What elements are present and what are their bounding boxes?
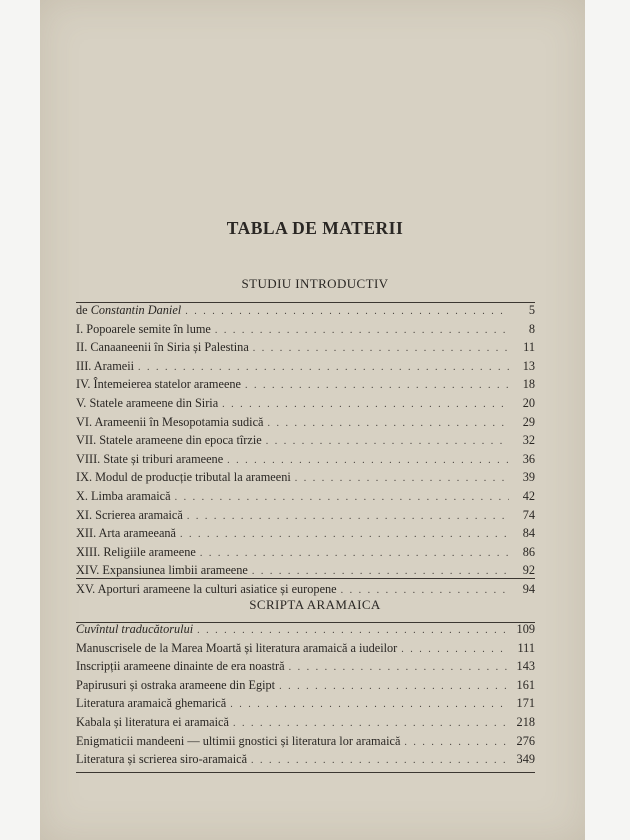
toc-entry bbox=[76, 715, 535, 734]
toc-entry bbox=[76, 696, 535, 715]
toc-entry bbox=[76, 526, 535, 545]
toc-entry bbox=[76, 489, 535, 508]
dot-leader bbox=[295, 473, 509, 484]
dot-leader bbox=[175, 492, 509, 503]
toc-entry bbox=[76, 563, 535, 582]
toc-entry bbox=[76, 340, 535, 359]
dot-leader bbox=[215, 325, 509, 336]
dot-leader bbox=[252, 566, 509, 577]
dot-leader bbox=[289, 662, 509, 673]
section-rule bbox=[76, 772, 535, 773]
toc-entry bbox=[76, 659, 535, 678]
toc-entry-label: Literatura și scrierea siro-aramaică bbox=[76, 752, 248, 767]
dot-leader bbox=[138, 362, 509, 373]
dot-leader bbox=[180, 529, 509, 540]
toc-entry-page-number: 84 bbox=[522, 526, 535, 541]
toc-entry-page-number: 8 bbox=[528, 321, 535, 336]
toc-entry-page-number: 218 bbox=[516, 714, 535, 729]
dot-leader bbox=[245, 380, 509, 391]
dot-leader bbox=[341, 585, 509, 596]
toc-entry-page-number: 39 bbox=[522, 470, 535, 485]
toc-entry-page-number: 86 bbox=[522, 544, 535, 559]
toc-entry-page-number: 349 bbox=[516, 752, 535, 767]
toc-list-scripta bbox=[76, 622, 535, 771]
page-title: TABLA DE MATERII bbox=[226, 218, 404, 238]
toc-entry-label: XIV. Expansiunea limbii arameene bbox=[76, 563, 248, 578]
toc-entry-page-number: 36 bbox=[522, 451, 535, 466]
section-rule bbox=[76, 578, 535, 579]
dot-leader bbox=[404, 737, 509, 748]
toc-list-studiu bbox=[76, 303, 535, 601]
toc-entry bbox=[76, 452, 535, 471]
toc-entry-label: Inscripții arameene dinainte de era noastră bbox=[76, 659, 285, 674]
dot-leader bbox=[266, 436, 509, 447]
toc-entry-page-number: 92 bbox=[522, 563, 535, 578]
toc-entry bbox=[76, 545, 535, 564]
dot-leader bbox=[227, 455, 509, 466]
dot-leader bbox=[233, 718, 509, 729]
toc-entry bbox=[76, 415, 535, 434]
section-heading-studiu: STUDIU INTRODUCTIV bbox=[241, 276, 389, 291]
dot-leader bbox=[251, 755, 509, 766]
toc-entry-label: XII. Arta arameeană bbox=[76, 526, 177, 541]
toc-entry bbox=[76, 433, 535, 452]
toc-entry-page-number: 276 bbox=[516, 733, 535, 748]
toc-entry-label: Manuscrisele de la Marea Moartă și literatura aramaică a iudeilor bbox=[76, 640, 398, 655]
toc-entry-page-number: 111 bbox=[517, 640, 535, 655]
toc-entry-label: XIII. Religiile arameene bbox=[76, 544, 196, 559]
toc-entry-label: VIII. State și triburi arameene bbox=[76, 451, 224, 466]
toc-entry-page-number: 74 bbox=[522, 507, 535, 522]
toc-entry-page-number: 32 bbox=[522, 433, 535, 448]
toc-entry-page-number: 11 bbox=[523, 340, 535, 355]
toc-entry bbox=[76, 396, 535, 415]
toc-entry bbox=[76, 377, 535, 396]
dot-leader bbox=[185, 306, 509, 317]
toc-entry-page-number: 143 bbox=[516, 659, 535, 674]
toc-entry-italic-text: Cuvîntul traducătorului bbox=[76, 622, 194, 636]
dot-leader bbox=[279, 681, 509, 692]
toc-entry bbox=[76, 508, 535, 527]
toc-entry bbox=[76, 359, 535, 378]
toc-entry-italic-text: Constantin Daniel bbox=[90, 303, 182, 317]
toc-entry-label: Papirusuri și ostraka arameene din Egipt bbox=[76, 677, 276, 692]
toc-entry bbox=[76, 752, 535, 771]
toc-entry-page-number: 94 bbox=[522, 581, 535, 596]
toc-entry-page-number: 29 bbox=[522, 414, 535, 429]
toc-entry-label: VII. Statele arameene din epoca tîrzie bbox=[76, 433, 262, 448]
toc-entry bbox=[76, 641, 535, 660]
dot-leader bbox=[401, 644, 509, 655]
toc-entry-label: IX. Modul de producție tributal la arameeni bbox=[76, 470, 291, 485]
toc-entry-label bbox=[76, 622, 193, 637]
toc-entry-label: X. Limba aramaică bbox=[76, 488, 171, 503]
toc-entry bbox=[76, 622, 535, 641]
toc-entry-page-number: 42 bbox=[522, 488, 535, 503]
toc-entry bbox=[76, 734, 535, 753]
dot-leader bbox=[197, 625, 509, 636]
toc-entry-label: VI. Arameenii în Mesopotamia sudică bbox=[76, 414, 264, 429]
toc-entry-label: XV. Aporturi arameene la culturi asiatice și europene bbox=[76, 581, 337, 596]
toc-entry-label: IV. Întemeierea statelor arameene bbox=[76, 377, 242, 392]
toc-entry-label: Literatura aramaică ghemarică bbox=[76, 696, 227, 711]
toc-entry-page-number: 20 bbox=[522, 395, 535, 410]
toc-entry-label: XI. Scrierea aramaică bbox=[76, 507, 183, 522]
toc-entry bbox=[76, 303, 535, 322]
toc-entry-page-number: 161 bbox=[516, 677, 535, 692]
dot-leader bbox=[222, 399, 509, 410]
toc-entry-page-number: 13 bbox=[522, 358, 535, 373]
toc-entry-page-number: 5 bbox=[528, 303, 535, 317]
toc-entry-label: II. Canaaneenii în Siria și Palestina bbox=[76, 340, 249, 355]
toc-entry bbox=[76, 678, 535, 697]
toc-entry-page-number: 18 bbox=[522, 377, 535, 392]
toc-entry-prefix: de bbox=[76, 303, 91, 317]
toc-entry bbox=[76, 470, 535, 489]
toc-entry bbox=[76, 322, 535, 341]
toc-entry-label: III. Arameii bbox=[76, 358, 135, 373]
toc-entry-page-number: 171 bbox=[516, 696, 535, 711]
dot-leader bbox=[200, 548, 509, 559]
dot-leader bbox=[187, 511, 509, 522]
toc-entry-label: V. Statele arameene din Siria bbox=[76, 395, 219, 410]
dot-leader bbox=[253, 343, 509, 354]
toc-entry-page-number: 109 bbox=[516, 622, 535, 636]
section-heading-scripta: SCRIPTA ARAMAICA bbox=[249, 597, 381, 612]
toc-entry-label: I. Popoarele semite în lume bbox=[76, 321, 211, 336]
toc-entry-label bbox=[76, 303, 181, 318]
dot-leader bbox=[267, 418, 509, 429]
toc-entry-label: Enigmaticii mandeeni — ultimii gnostici și literatura lor aramaică bbox=[76, 733, 401, 748]
dot-leader bbox=[230, 699, 509, 710]
toc-entry-label: Kabala și literatura ei aramaică bbox=[76, 714, 229, 729]
